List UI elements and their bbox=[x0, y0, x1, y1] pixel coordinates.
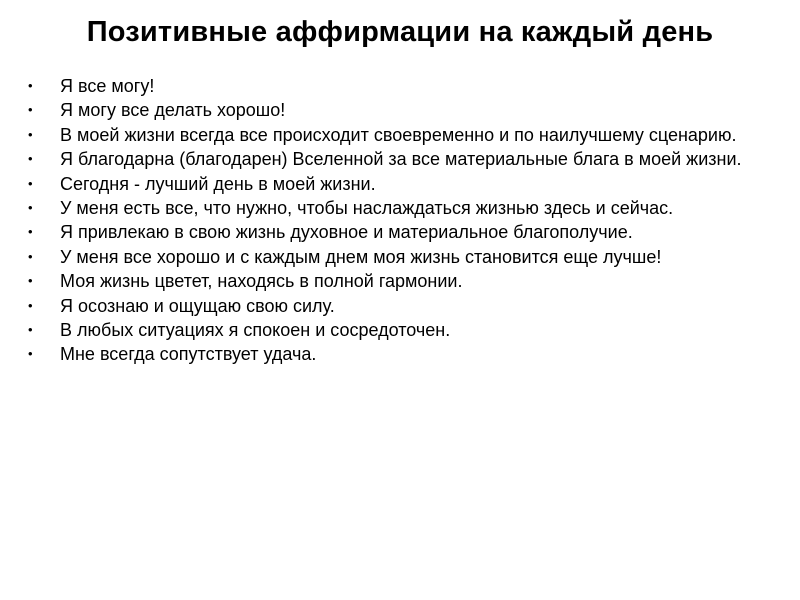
bullet-icon: • bbox=[28, 321, 33, 337]
list-item-text: В моей жизни всегда все происходит своевременно и по наилучшему сценарию. bbox=[60, 124, 737, 145]
list-item bbox=[28, 76, 778, 96]
list-item-text: Моя жизнь цветет, находясь в полной гармонии. bbox=[60, 271, 463, 292]
list-item-text: Я благодарна (благодарен) Вселенной за все материальные блага в моей жизни. bbox=[60, 149, 742, 170]
bullet-icon: • bbox=[28, 248, 33, 264]
page-title: Позитивные аффирмации на каждый день bbox=[86, 16, 714, 48]
bullet-icon: • bbox=[28, 199, 33, 215]
list-item-text: Я привлекаю в свою жизнь духовное и материальное благополучие. bbox=[60, 222, 633, 243]
bullet-icon: • bbox=[28, 102, 33, 118]
list-item bbox=[28, 125, 778, 145]
list-item bbox=[28, 271, 778, 291]
list-item bbox=[28, 198, 778, 218]
list-item bbox=[28, 247, 778, 267]
list-item bbox=[28, 100, 778, 120]
list-item-text: Мне всегда сопутствует удача. bbox=[60, 344, 317, 365]
list-item-text: Я все могу! bbox=[60, 76, 155, 96]
list-item-text: Сегодня - лучший день в моей жизни. bbox=[60, 173, 376, 194]
bullet-icon: • bbox=[28, 126, 33, 142]
list-item-text: Я осознаю и ощущаю свою силу. bbox=[60, 295, 335, 316]
list-item bbox=[28, 296, 778, 316]
list-item-text: У меня все хорошо и с каждым днем моя жизнь становится еще лучше! bbox=[60, 246, 662, 267]
list-item bbox=[28, 344, 778, 364]
list-item bbox=[28, 320, 778, 340]
list-item bbox=[28, 174, 778, 194]
affirmation-list bbox=[28, 76, 778, 369]
bullet-icon: • bbox=[28, 224, 33, 240]
bullet-icon: • bbox=[28, 273, 33, 289]
bullet-icon: • bbox=[28, 175, 33, 191]
list-item-text: Я могу все делать хорошо! bbox=[60, 100, 286, 121]
bullet-icon: • bbox=[28, 78, 33, 93]
list-item bbox=[28, 149, 778, 169]
list-item bbox=[28, 222, 778, 242]
list-item-text: У меня есть все, что нужно, чтобы наслаждаться жизнью здесь и сейчас. bbox=[60, 197, 674, 218]
bullet-icon: • bbox=[28, 151, 33, 167]
bullet-icon: • bbox=[28, 346, 33, 362]
list-item-text: В любых ситуациях я спокоен и сосредоточен. bbox=[60, 319, 451, 340]
bullet-icon: • bbox=[28, 297, 33, 313]
